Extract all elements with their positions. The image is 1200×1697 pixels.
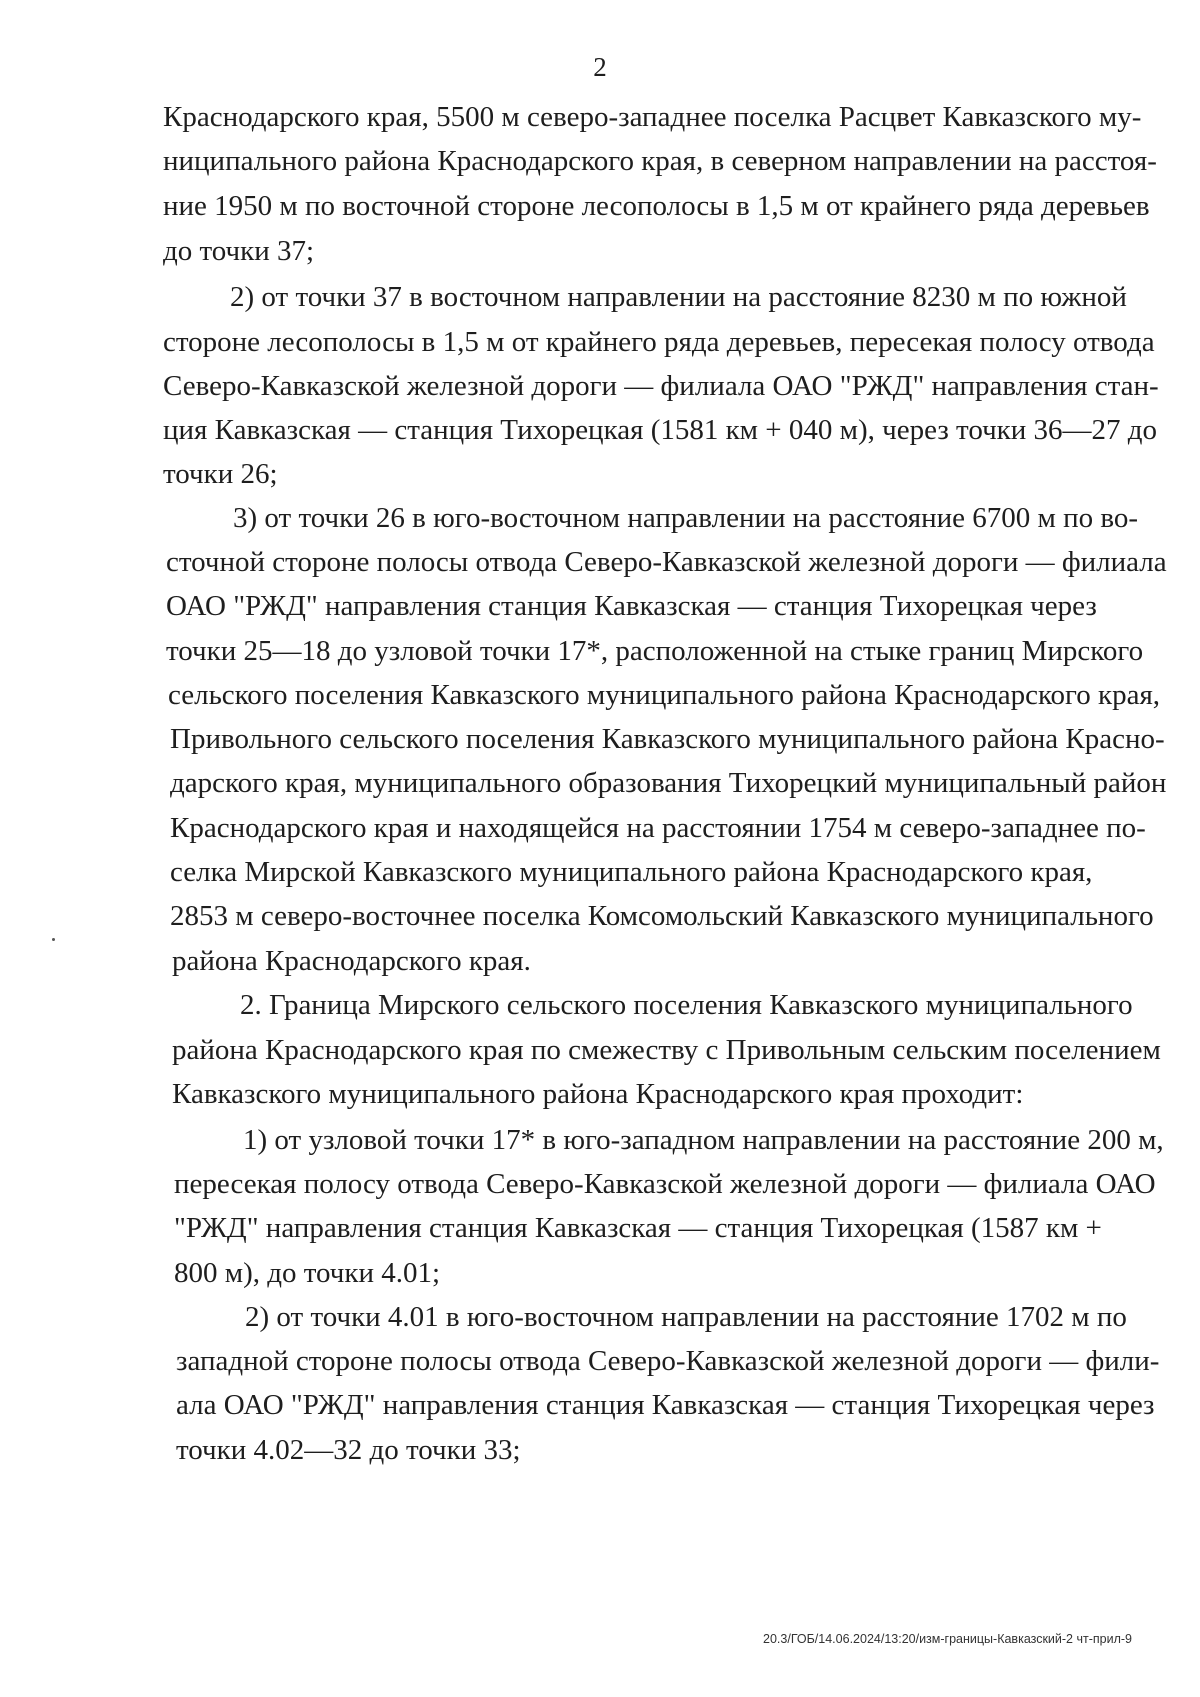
text-line: Кавказского муниципального района Краснодарского края проходит: xyxy=(172,1078,1024,1110)
text-line: Краснодарского края, 5500 м северо-западнее поселка Расцвет Кавказского му- xyxy=(163,101,1142,133)
text-line: сельского поселения Кавказского муниципального района Краснодарского края, xyxy=(168,679,1161,711)
text-line: района Краснодарского края. xyxy=(172,945,531,977)
text-line: точки 25—18 до узловой точки 17*, расположенной на стыке границ Мирского xyxy=(166,635,1144,667)
text-line: сточной стороне полосы отвода Северо-Кавказской железной дороги — филиала xyxy=(166,546,1167,578)
text-line: ция Кавказская — станция Тихорецкая (1581 км + 040 м), через точки 36—27 до xyxy=(163,414,1158,446)
text-line: района Краснодарского края по смежеству с Привольным сельским поселением xyxy=(172,1034,1161,1066)
text-line: Привольного сельского поселения Кавказского муниципального района Красно- xyxy=(170,723,1165,755)
text-line: селка Мирской Кавказского муниципального района Краснодарского края, xyxy=(170,856,1093,888)
text-line: 1) от узловой точки 17* в юго-западном направлении на расстояние 200 м, xyxy=(243,1124,1164,1156)
text-line: "РЖД" направления станция Кавказская — станция Тихорецкая (1587 км + xyxy=(174,1212,1102,1244)
text-line: 2) от точки 4.01 в юго-восточном направлении на расстояние 1702 м по xyxy=(245,1301,1127,1333)
text-line: стороне лесополосы в 1,5 м от крайнего ряда деревьев, пересекая полосу отвода xyxy=(163,326,1155,358)
text-line: 800 м), до точки 4.01; xyxy=(174,1257,441,1289)
text-line: Краснодарского края и находящейся на расстоянии 1754 м северо-западнее по- xyxy=(170,812,1146,844)
text-line: западной стороне полосы отвода Северо-Кавказской железной дороги — фили- xyxy=(176,1345,1160,1377)
text-line: 2. Граница Мирского сельского поселения Кавказского муниципального xyxy=(240,989,1133,1021)
document-footer-code: 20.3/ГОБ/14.06.2024/13:20/изм-границы-Кавказский-2 чт-прил-9 xyxy=(763,1632,1132,1646)
text-line: 3) от точки 26 в юго-восточном направлении на расстояние 6700 м по во- xyxy=(233,502,1139,534)
text-line: пересекая полосу отвода Северо-Кавказской железной дороги — филиала ОАО xyxy=(174,1168,1156,1200)
text-line: Северо-Кавказской железной дороги — филиала ОАО "РЖД" направления стан- xyxy=(163,370,1159,402)
text-line: точки 4.02—32 до точки 33; xyxy=(176,1434,521,1466)
text-line: 2853 м северо-восточнее поселка Комсомольский Кавказского муниципального xyxy=(170,900,1154,932)
page-number: 2 xyxy=(593,52,607,82)
text-line: точки 26; xyxy=(163,458,278,490)
scan-speck xyxy=(52,938,55,941)
text-line: ала ОАО "РЖД" направления станция Кавказская — станция Тихорецкая через xyxy=(176,1389,1155,1421)
text-line: до точки 37; xyxy=(163,235,315,267)
text-line: дарского края, муниципального образования Тихорецкий муниципальный район xyxy=(170,767,1167,799)
text-line: ниципального района Краснодарского края, в северном направлении на расстоя- xyxy=(163,145,1157,177)
text-line: ОАО "РЖД" направления станция Кавказская — станция Тихорецкая через xyxy=(166,590,1097,622)
text-line: ние 1950 м по восточной стороне лесополосы в 1,5 м от крайнего ряда деревьев xyxy=(163,190,1150,222)
text-line: 2) от точки 37 в восточном направлении на расстояние 8230 м по южной xyxy=(230,281,1127,313)
